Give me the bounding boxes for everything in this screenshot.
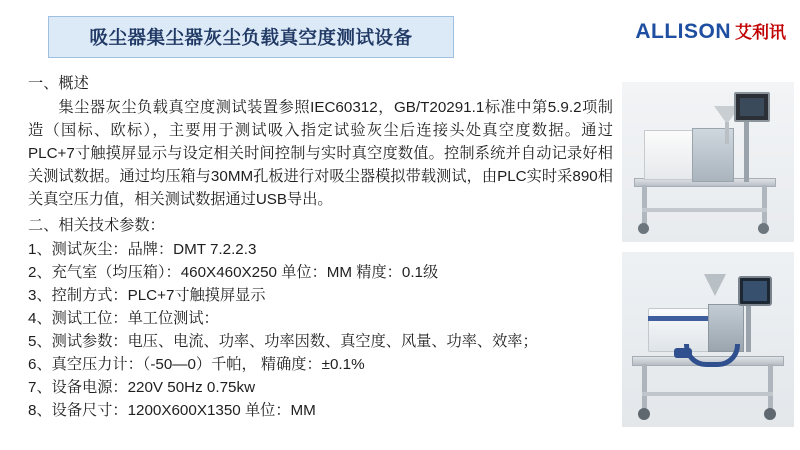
- bench-leg-left: [642, 185, 647, 225]
- logo-text-english: ALLISON: [635, 20, 731, 43]
- bench-leg-right: [762, 185, 767, 225]
- caster-wheel-left: [638, 223, 649, 234]
- spec-item: 8、设备尺寸：1200X600X1350 单位：MM: [28, 402, 316, 420]
- section-2-heading: 二、相关技术参数：: [28, 216, 165, 234]
- caster-wheel-left: [638, 408, 650, 420]
- spec-item: 4、测试工位：单工位测试：: [28, 309, 219, 327]
- spec-item: 1、测试灰尘：品牌：DMT 7.2.2.3: [28, 240, 257, 258]
- spec-item: 5、测试参数：电压、电流、功率、功率因数、真空度、风量、功率、效率；: [28, 333, 538, 351]
- bench-rail: [642, 392, 773, 396]
- page-title: 吸尘器集尘器灰尘负载真空度测试设备: [89, 27, 413, 48]
- product-photo-bottom: [622, 252, 794, 427]
- hose-nozzle: [674, 348, 692, 358]
- spec-item: 2、充气室（均压箱）：460X460X250 单位：MM 精度：0.1级: [28, 263, 439, 281]
- product-photo-top: [622, 82, 794, 242]
- bench-rail: [642, 208, 767, 212]
- spec-item: 7、设备电源：220V 50Hz 0.75kw: [28, 379, 256, 397]
- document-body: [28, 72, 613, 422]
- caster-wheel-right: [764, 408, 776, 420]
- feed-tube: [725, 122, 729, 144]
- bench-leg-left: [642, 364, 647, 410]
- caster-wheel-right: [758, 223, 769, 234]
- spec-item: 6、真空压力计：（-50—0）千帕， 精确度：±0.1%: [28, 356, 365, 374]
- touchscreen-panel: [738, 276, 772, 306]
- page-title-box: [48, 16, 454, 58]
- logo-text-chinese: 艾利讯: [735, 23, 786, 42]
- section-1-paragraph: 集尘器灰尘负载真空度测试装置参照IEC60312，GB/T20291.1标准中第5.9.2项制造（国标、欧标），主要用于测试吸入指定试验灰尘后连接头处真空度数据。通过PLC+7寸触摸屏显示与设定相关时间控制与实时真空度数值。控制系统并自动记录好相关测试数据。通过均压箱与30MM孔板进行对吸尘器模拟带载测试，由PLC实时采890相关真空压力值，相关测试数据通过USB导出。: [28, 99, 613, 209]
- touchscreen-panel: [734, 92, 770, 122]
- brand-logo: [635, 18, 786, 44]
- spec-item: 3、控制方式：PLC+7寸触摸屏显示: [28, 286, 266, 304]
- bench-leg-right: [768, 364, 773, 410]
- dust-feed-funnel: [704, 274, 726, 296]
- section-1-heading: 一、概述: [28, 75, 89, 92]
